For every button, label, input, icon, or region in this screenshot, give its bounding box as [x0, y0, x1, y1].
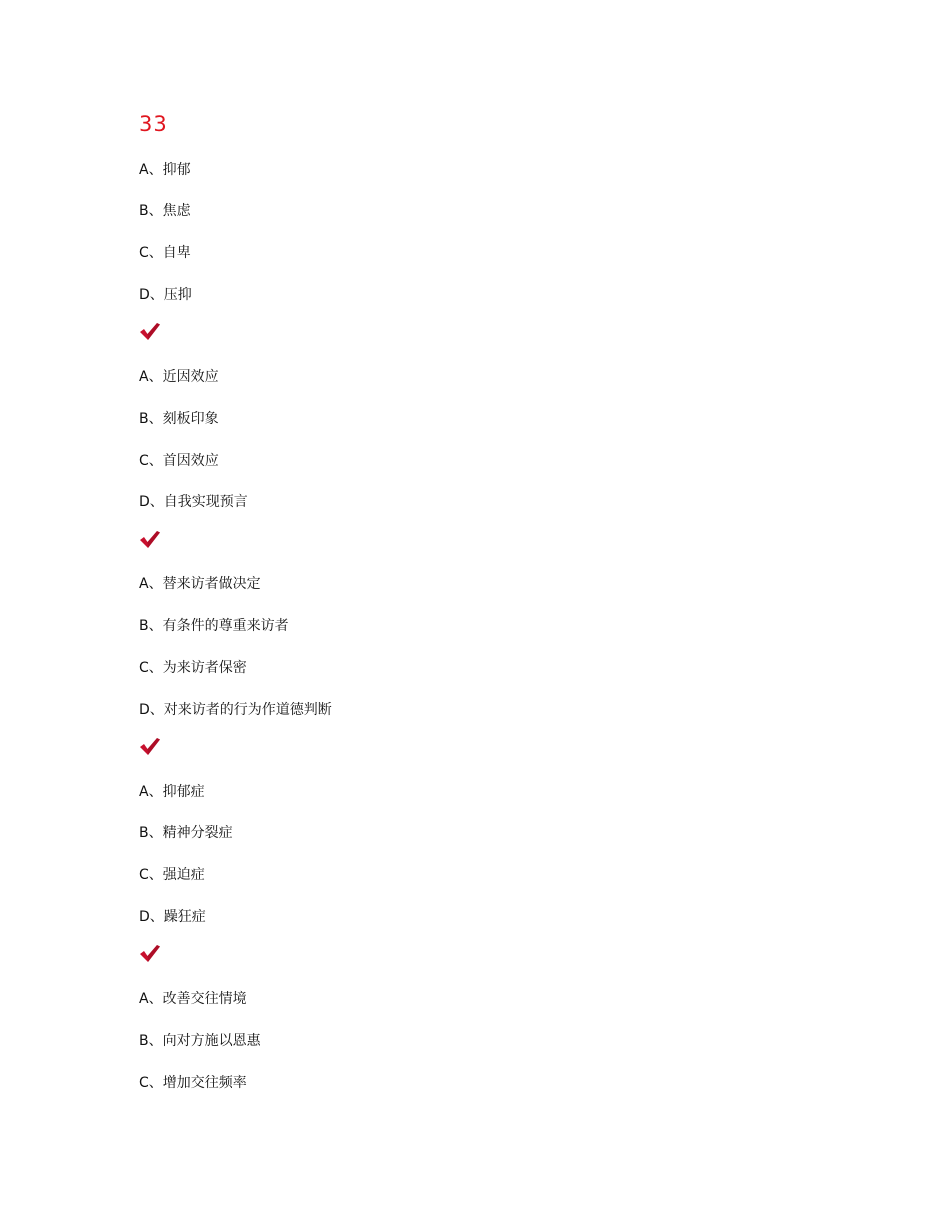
option-line: B、焦虑: [139, 203, 191, 219]
option-line: B、刻板印象: [139, 411, 219, 427]
option-line: A、替来访者做决定: [139, 576, 261, 592]
option-line: C、强迫症: [139, 867, 205, 883]
option-line: D、躁狂症: [139, 909, 206, 925]
option-line: A、抑郁: [139, 162, 191, 178]
option-line: C、自卑: [139, 245, 191, 261]
option-line: D、对来访者的行为作道德判断: [139, 702, 332, 718]
option-line: A、改善交往情境: [139, 991, 247, 1007]
checkmark-icon: [139, 943, 161, 963]
option-line: C、增加交往频率: [139, 1075, 247, 1091]
option-line: A、近因效应: [139, 369, 219, 385]
option-line: B、精神分裂症: [139, 825, 233, 841]
option-line: D、压抑: [139, 287, 192, 303]
checkmark-icon: [139, 736, 161, 756]
checkmark-icon: [139, 321, 161, 341]
option-line: B、有条件的尊重来访者: [139, 618, 289, 634]
option-line: C、首因效应: [139, 453, 219, 469]
option-line: A、抑郁症: [139, 784, 205, 800]
page-number: 33: [139, 112, 168, 136]
option-line: D、自我实现预言: [139, 494, 248, 510]
checkmark-icon: [139, 529, 161, 549]
option-line: C、为来访者保密: [139, 660, 247, 676]
option-line: B、向对方施以恩惠: [139, 1033, 261, 1049]
